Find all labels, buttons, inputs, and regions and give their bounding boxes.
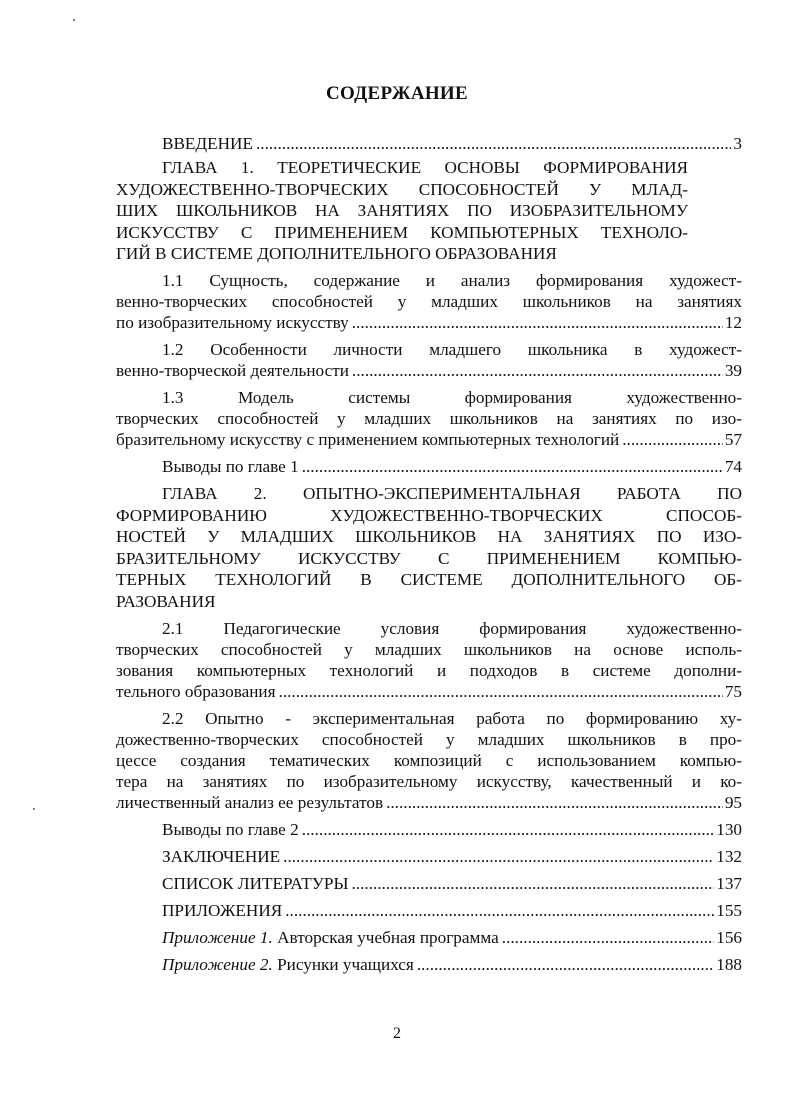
toc-conclusion[interactable] bbox=[116, 846, 742, 867]
toc-page-number: 57 bbox=[724, 430, 742, 449]
toc-chapter-2[interactable] bbox=[116, 483, 742, 612]
table-of-contents bbox=[116, 133, 742, 975]
leader-dots bbox=[352, 312, 723, 333]
appendix-label: Приложение 1. bbox=[162, 927, 273, 947]
scan-speck bbox=[33, 808, 35, 810]
leader-dots bbox=[352, 360, 723, 381]
section-line-last: личественный анализ ее результатов bbox=[116, 792, 384, 812]
toc-entry-text: ПРИЛОЖЕНИЯ bbox=[162, 900, 283, 920]
section-line: творческих способностей у младших школьников на занятиях по изо- bbox=[116, 409, 742, 428]
toc-chapter-1[interactable] bbox=[116, 157, 742, 264]
chapter-line: ГИЙ В СИСТЕМЕ ДОПОЛНИТЕЛЬНОГО ОБРАЗОВАНИЯ bbox=[116, 244, 557, 263]
toc-conclusions-chapter-1[interactable] bbox=[116, 456, 742, 477]
toc-entry-text: Авторская учебная программа bbox=[272, 927, 499, 947]
section-line-last: бразительному искусству с применением компьютерных технологий bbox=[116, 430, 620, 449]
section-line: 2.2 Опытно - экспериментальная работа по формированию ху- bbox=[162, 708, 742, 728]
leader-dots bbox=[351, 873, 714, 894]
section-line: 1.2 Особенности личности младшего школьника в художест- bbox=[162, 340, 742, 359]
leader-dots bbox=[256, 133, 731, 154]
leader-dots bbox=[417, 954, 714, 975]
chapter-line: ХУДОЖЕСТВЕННО-ТВОРЧЕСКИХ СПОСОБНОСТЕЙ У МЛАД- bbox=[116, 179, 688, 199]
toc-page-number: 130 bbox=[716, 819, 742, 839]
chapter-line: НОСТЕЙ У МЛАДШИХ ШКОЛЬНИКОВ НА ЗАНЯТИЯХ ПО ИЗО- bbox=[116, 527, 742, 546]
leader-dots bbox=[302, 819, 715, 840]
toc-section-1-3[interactable] bbox=[116, 387, 742, 450]
toc-page-number: 12 bbox=[724, 313, 742, 332]
chapter-line: ГЛАВА 2. ОПЫТНО-ЭКСПЕРИМЕНТАЛЬНАЯ РАБОТА ПО bbox=[162, 484, 742, 503]
toc-page-number: 95 bbox=[724, 792, 742, 812]
toc-section-1-1[interactable] bbox=[116, 270, 742, 333]
toc-entry-text: ЗАКЛЮЧЕНИЕ bbox=[162, 846, 281, 866]
toc-conclusions-chapter-2[interactable] bbox=[116, 819, 742, 840]
toc-entry-text: ВВЕДЕНИЕ bbox=[162, 134, 253, 153]
section-line-last: тельного образования bbox=[116, 681, 276, 701]
toc-appendices[interactable] bbox=[116, 900, 742, 921]
chapter-line: ТЕРНЫХ ТЕХНОЛОГИЙ В СИСТЕМЕ ДОПОЛНИТЕЛЬНОГО ОБ- bbox=[116, 570, 742, 589]
chapter-line: ГЛАВА 1. ТЕОРЕТИЧЕСКИЕ ОСНОВЫ ФОРМИРОВАНИЯ bbox=[162, 158, 688, 177]
leader-dots bbox=[283, 846, 714, 867]
scan-speck bbox=[73, 19, 75, 21]
appendix-label: Приложение 2. bbox=[162, 954, 273, 974]
chapter-line: ФОРМИРОВАНИЮ ХУДОЖЕСТВЕННО-ТВОРЧЕСКИХ СПОСОБ- bbox=[116, 505, 742, 525]
toc-entry-text: СПИСОК ЛИТЕРАТУРЫ bbox=[162, 873, 349, 893]
section-line-last: венно-творческой деятельности bbox=[116, 361, 349, 380]
chapter-line: БРАЗИТЕЛЬНОМУ ИСКУССТВУ С ПРИМЕНЕНИЕМ КОМПЬЮ- bbox=[116, 548, 742, 568]
toc-section-2-1[interactable] bbox=[116, 618, 742, 702]
toc-page-number: 132 bbox=[716, 846, 742, 866]
chapter-line: ИСКУССТВУ С ПРИМЕНЕНИЕМ КОМПЬЮТЕРНЫХ ТЕХНОЛО- bbox=[116, 222, 688, 242]
section-line: 1.3 Модель системы формирования художественно- bbox=[162, 388, 742, 407]
toc-title: СОДЕРЖАНИЕ bbox=[326, 83, 468, 104]
section-line: цессе создания тематических композиций с использованием компью- bbox=[116, 750, 742, 770]
toc-references[interactable] bbox=[116, 873, 742, 894]
leader-dots bbox=[285, 900, 714, 921]
toc-page-number: 39 bbox=[724, 361, 742, 380]
toc-section-1-2[interactable] bbox=[116, 339, 742, 381]
toc-page-number: 75 bbox=[724, 681, 742, 701]
chapter-line-last: РАЗОВАНИЯ bbox=[116, 591, 216, 611]
toc-page-number: 188 bbox=[716, 954, 742, 974]
section-line: 1.1 Сущность, содержание и анализ формирования художест- bbox=[162, 271, 742, 290]
section-line: зования компьютерных технологий и подходов в системе дополни- bbox=[116, 660, 742, 680]
toc-appendix-1[interactable] bbox=[116, 927, 742, 948]
leader-dots bbox=[279, 681, 723, 702]
chapter-line: ШИХ ШКОЛЬНИКОВ НА ЗАНЯТИЯХ ПО ИЗОБРАЗИТЕЛЬНОМУ bbox=[116, 201, 688, 220]
toc-entry-introduction[interactable] bbox=[116, 133, 742, 154]
toc-page-number: 156 bbox=[716, 927, 742, 947]
leader-dots bbox=[502, 927, 714, 948]
toc-entry-text: Выводы по главе 2 bbox=[162, 819, 299, 839]
section-line: венно-творческих способностей у младших школьников на занятиях bbox=[116, 292, 742, 311]
section-line: дожественно-творческих способностей у младших школьников в про- bbox=[116, 729, 742, 749]
toc-page-number: 74 bbox=[724, 457, 742, 476]
page-number: 2 bbox=[393, 1025, 401, 1042]
toc-entry-text: Рисунки учащихся bbox=[272, 954, 414, 974]
section-line: 2.1 Педагогические условия формирования художественно- bbox=[162, 618, 742, 638]
toc-page-number: 137 bbox=[716, 873, 742, 893]
section-line-last: по изобразительному искусству bbox=[116, 313, 349, 332]
toc-entry-text: Выводы по главе 1 bbox=[162, 457, 299, 476]
leader-dots bbox=[622, 429, 723, 450]
toc-page-number: 155 bbox=[716, 900, 742, 920]
leader-dots bbox=[302, 456, 723, 477]
toc-section-2-2[interactable] bbox=[116, 708, 742, 813]
leader-dots bbox=[386, 792, 723, 813]
toc-appendix-2[interactable] bbox=[116, 954, 742, 975]
toc-page-number: 3 bbox=[733, 134, 742, 153]
section-line: тера на занятиях по изобразительному искусству, качественный и ко- bbox=[116, 771, 742, 791]
section-line: творческих способностей у младших школьников на основе исполь- bbox=[116, 639, 742, 659]
